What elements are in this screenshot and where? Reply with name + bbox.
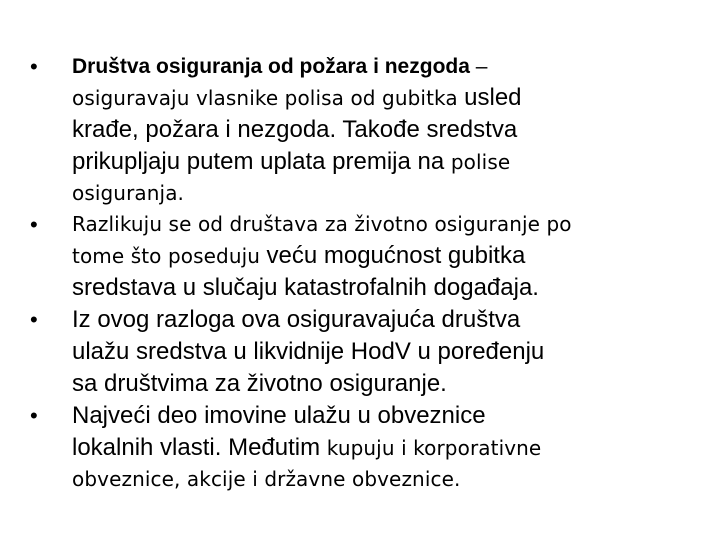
text-run: lokalnih vlasti. Međutim [72, 434, 327, 461]
text-run: Najveći deo imovine ulažu u obveznice [72, 402, 486, 429]
bullet-item [30, 305, 700, 401]
text-run: polise [450, 150, 511, 174]
text-run: tome što poseduju [72, 244, 267, 268]
bullet-text-line [72, 210, 700, 241]
bullet-text-line [72, 369, 700, 401]
text-run: usled [464, 84, 522, 111]
bullet-text-line [72, 147, 700, 179]
text-run: osiguravaju vlasnike polisa od gubitka [72, 86, 465, 110]
text-run: obveznice, akcije i državne obveznice. [72, 467, 461, 491]
bullet-item [30, 210, 700, 305]
bullet-text-line [72, 115, 700, 147]
bullet-marker: • [30, 403, 38, 428]
bullet-text-line [72, 401, 700, 433]
bullet-text-line [72, 337, 700, 369]
bullet-marker: • [30, 54, 38, 79]
bullet-text-line [72, 83, 700, 115]
text-run: Razlikuju se od društava za životno osiguranje po [72, 212, 572, 236]
bullet-text-line [72, 52, 700, 83]
text-run: kupuju i korporativne [326, 436, 542, 460]
bullet-text-line [72, 273, 700, 305]
bullet-marker: • [30, 212, 38, 237]
text-run: sredstava u slučaju katastrofalnih događaja. [72, 274, 539, 301]
text-run: sa društvima za životno osiguranje. [72, 370, 447, 397]
bullet-list [30, 52, 700, 496]
text-run: Društva osiguranja od požara i nezgoda [72, 55, 470, 78]
bullet-item [30, 401, 700, 496]
bullet-text-line [72, 305, 700, 337]
bullet-item [30, 52, 700, 210]
bullet-marker: • [30, 307, 38, 332]
bullet-text-line [72, 179, 700, 210]
text-run: krađe, požara i nezgoda. Takođe sredstva [72, 116, 518, 143]
text-run: Iz ovog razloga ova osiguravajuća društva [72, 306, 521, 333]
bullet-text-line [72, 433, 700, 465]
bullet-text-line [72, 241, 700, 273]
text-run: osiguranja. [72, 181, 185, 205]
text-run: – [469, 55, 488, 78]
text-run: prikupljaju putem uplata premija na [72, 148, 451, 175]
text-run: veću mogućnost gubitka [266, 242, 526, 269]
bullet-text-line [72, 465, 700, 496]
text-run: ulažu sredstva u likvidnije HodV u poređenju [72, 338, 545, 365]
